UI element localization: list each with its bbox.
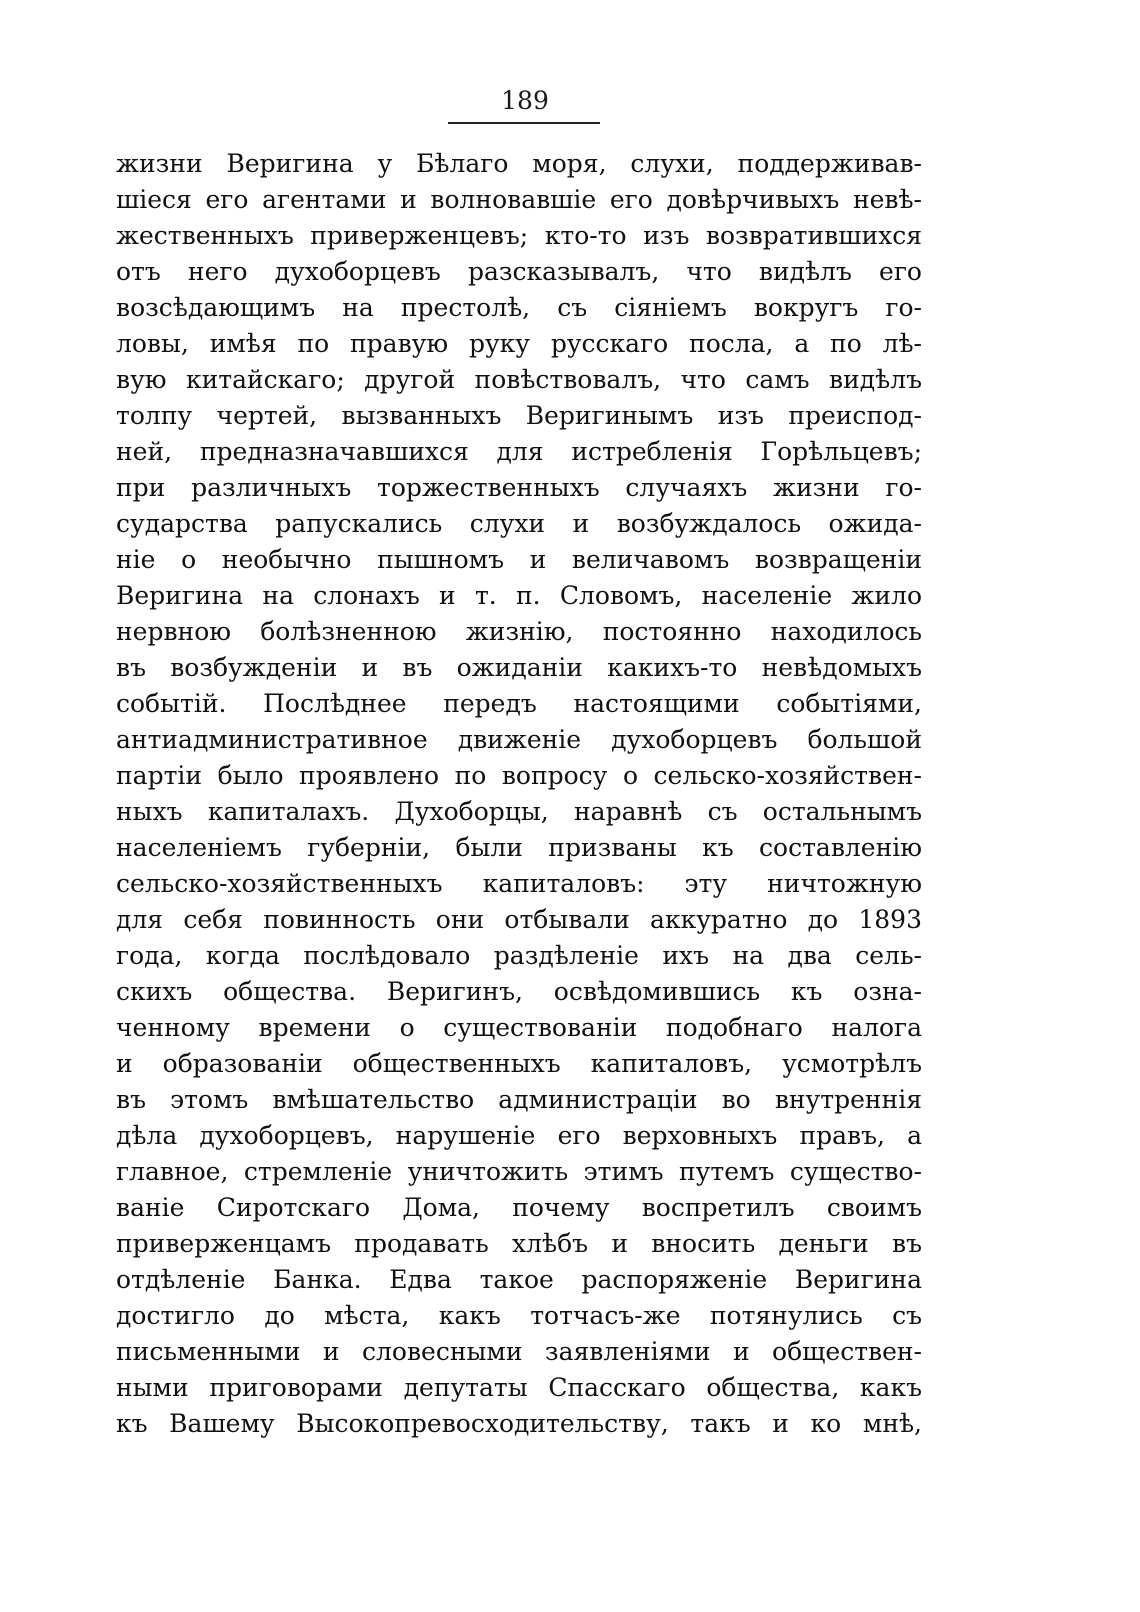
text-line: приверженцамъ продавать хлѣбъ и вносить деньги въ: [116, 1229, 922, 1258]
text-line: жественныхъ приверженцевъ; кто-то изъ возвратившихся: [116, 221, 922, 250]
text-line: жизни Веригина у Бѣлаго моря, слухи, поддерживав-: [116, 149, 922, 178]
text-line: въ этомъ вмѣшательство администраціи во внутреннія: [116, 1085, 922, 1114]
text-line: ными приговорами депутаты Спасскаго общества, какъ: [116, 1373, 922, 1402]
page-number-rule: [448, 122, 600, 124]
body-text: [116, 146, 922, 1442]
text-line: возсѣдающимъ на престолѣ, съ сіяніемъ вокругъ го-: [116, 293, 922, 322]
page-number: 189: [501, 86, 549, 115]
text-line: года, когда послѣдовало раздѣленіе ихъ на два сель-: [116, 941, 922, 970]
text-line: ченному времени о существованіи подобнаго налога: [116, 1013, 922, 1042]
text-line: ніе о необычно пышномъ и величавомъ возвращеніи: [116, 545, 922, 574]
text-line: нервною болѣзненною жизнію, постоянно находилось: [116, 617, 922, 646]
text-line: шіеся его агентами и волновавшіе его довѣрчивыхъ невѣ-: [116, 185, 922, 214]
text-line: для себя повинность они отбывали аккуратно до 1893: [116, 905, 922, 934]
text-line: партіи было проявлено по вопросу о сельско-хозяйствен-: [116, 761, 922, 790]
text-line: въ возбужденіи и въ ожиданіи какихъ-то невѣдомыхъ: [116, 653, 922, 682]
text-line: ныхъ капиталахъ. Духоборцы, наравнѣ съ остальнымъ: [116, 797, 922, 826]
text-line: главное, стремленіе уничтожить этимъ путемъ существо-: [116, 1157, 922, 1186]
text-line: антиадминистративное движеніе духоборцевъ большой: [116, 725, 922, 754]
text-line: къ Вашему Высокопревосходительству, такъ и ко мнѣ,: [116, 1409, 922, 1438]
text-line: населеніемъ губерніи, были призваны къ составленію: [116, 833, 922, 862]
text-line: отдѣленіе Банка. Едва такое распоряженіе Веригина: [116, 1265, 922, 1294]
text-line: сударства рапускались слухи и возбуждалось ожида-: [116, 509, 922, 538]
text-line: отъ него духоборцевъ разсказывалъ, что видѣлъ его: [116, 257, 922, 286]
text-line: вую китайскаго; другой повѣствовалъ, что самъ видѣлъ: [116, 365, 922, 394]
text-line: ваніе Сиротскаго Дома, почему воспретилъ своимъ: [116, 1193, 922, 1222]
text-line: при различныхъ торжественныхъ случаяхъ жизни го-: [116, 473, 922, 502]
text-line: достигло до мѣста, какъ тотчасъ-же потянулись съ: [116, 1301, 922, 1330]
text-line: скихъ общества. Веригинъ, освѣдомившись къ озна-: [116, 977, 922, 1006]
text-line: сельско-хозяйственныхъ капиталовъ: эту ничтожную: [116, 869, 922, 898]
text-line: событій. Послѣднее передъ настоящими событіями,: [116, 689, 922, 718]
text-line: Веригина на слонахъ и т. п. Словомъ, населеніе жило: [116, 581, 922, 610]
text-line: дѣла духоборцевъ, нарушеніе его верховныхъ правъ, а: [116, 1121, 922, 1150]
text-line: и образованіи общественныхъ капиталовъ, усмотрѣлъ: [116, 1049, 922, 1078]
text-line: письменными и словесными заявленіями и обществен-: [116, 1337, 922, 1366]
text-line: ней, предназначавшихся для истребленія Горѣльцевъ;: [116, 437, 922, 466]
text-line: ловы, имѣя по правую руку русскаго посла, а по лѣ-: [116, 329, 922, 358]
text-line: толпу чертей, вызванныхъ Веригинымъ изъ преиспод-: [116, 401, 922, 430]
